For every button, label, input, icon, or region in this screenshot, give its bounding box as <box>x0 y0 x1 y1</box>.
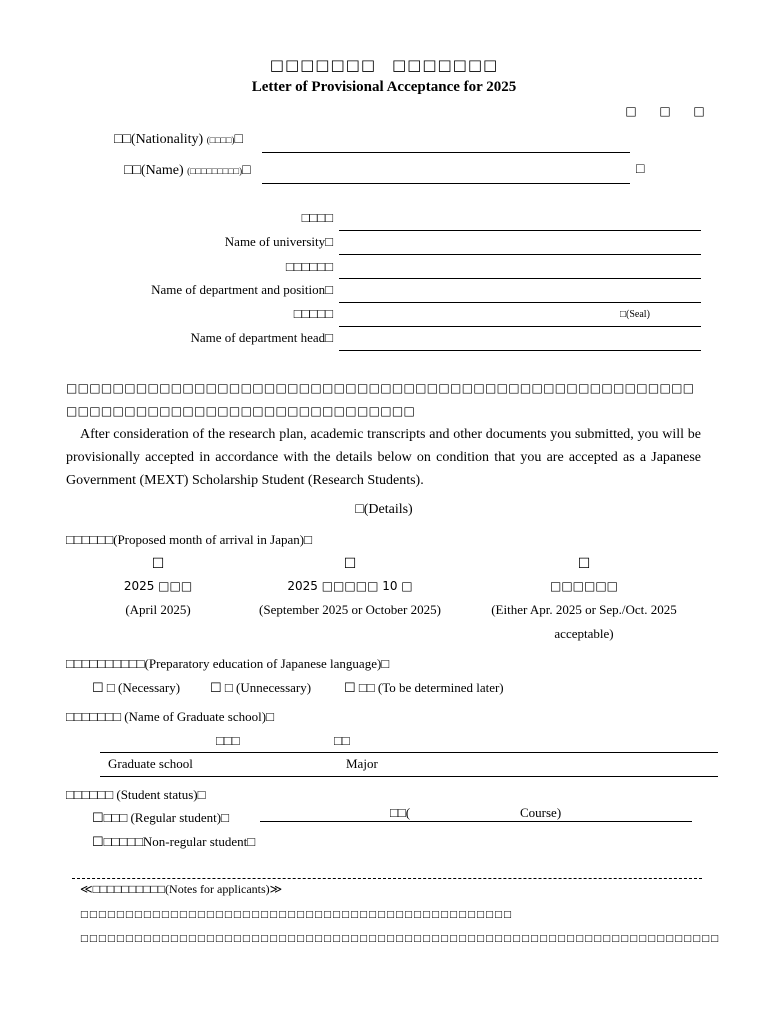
university-label-en: Name of university□ <box>224 234 333 249</box>
department-line-1[interactable] <box>339 278 701 279</box>
head-line-1[interactable] <box>339 326 701 327</box>
arrival-april-en: (April 2025) <box>125 602 191 617</box>
arrival-april-checkbox[interactable]: ☐ <box>151 556 165 572</box>
cut-line-divider <box>72 878 702 879</box>
date-month-mark: □ <box>659 104 671 118</box>
graduate-school-label: □□□□□□□ (Name of Graduate school)□ <box>66 709 274 724</box>
japanese-prep-label: □□□□□□□□□□(Preparatory education of Japanese language)□ <box>66 656 390 671</box>
body-paragraph-en: After consideration of the research plan, academic transcripts and other documents you submitted, you will be provisionally accepted in accordance with the details below on condition that you are accepted as a Japanese Government (MEXT) Scholarship Student (Research Students). <box>66 427 701 488</box>
arrival-either-en: (Either Apr. 2025 or Sep./Oct. 2025 <box>491 602 677 617</box>
name-line[interactable] <box>262 183 630 184</box>
japanese-prep-tbd[interactable]: ☐ □□ (To be determined later) <box>344 680 504 695</box>
graduate-school-jp: □□□ <box>216 733 240 748</box>
university-line-2[interactable] <box>339 254 701 255</box>
arrival-sepoct-checkbox[interactable]: ☐ <box>343 556 357 572</box>
seal-mark: □(Seal) <box>620 309 650 320</box>
major-jp: □□ <box>334 733 350 748</box>
arrival-sepoct-jp: 2025 □□□□□ 10 □ <box>287 579 413 593</box>
arrival-either-en-2: acceptable) <box>554 626 614 641</box>
nationality-line[interactable] <box>262 152 630 153</box>
japanese-prep-necessary[interactable]: ☐ □ (Necessary) <box>92 680 181 695</box>
notes-line-2: □□□□□□□□□□□□□□□□□□□□□□□□□□□□□□□□□□□□□□□□□□□□□□□□□□□□□□□□□□□□□□□□□□□□□□□ <box>80 934 720 944</box>
student-status-label: □□□□□□ (Student status)□ <box>66 787 206 802</box>
japanese-prep-unnecessary[interactable]: ☐ □ (Unnecessary) <box>210 680 312 695</box>
university-line-1[interactable] <box>339 230 701 231</box>
arrival-april-jp: 2025 □□□ <box>123 579 193 593</box>
regular-student-option[interactable]: ☐□□□ (Regular student)□ <box>92 810 229 825</box>
course-line[interactable] <box>260 821 692 822</box>
department-line-2[interactable] <box>339 302 701 303</box>
course-label-jp: □□( <box>390 805 411 820</box>
title-english: Letter of Provisional Acceptance for 2025 <box>251 79 517 95</box>
notes-title: ≪□□□□□□□□□□(Notes for applicants)≫ <box>80 882 283 896</box>
body-paragraph-jp: □□□□□□□□□□□□□□□□□□□□□□□□□□□□□□□□□□□□□□□□□□□□□□□□□□□□□□□□□□□□□□□□□□□□□□□□□□□□□□□□□□□□ <box>66 381 695 418</box>
name-suffix: □ <box>636 162 645 177</box>
head-line-2[interactable] <box>339 350 701 351</box>
name-label: □□(Name) (□□□□□□□□□)□ <box>124 163 251 178</box>
arrival-either-checkbox[interactable]: ☐ <box>577 556 591 572</box>
date-year-mark: □ <box>625 104 637 118</box>
graduate-school-bottom-line[interactable] <box>100 776 718 777</box>
details-heading: □(Details) <box>355 502 413 517</box>
university-label-jp: □□□□ <box>301 210 333 225</box>
non-regular-student-option[interactable]: ☐□□□□□Non-regular student□ <box>92 834 256 849</box>
arrival-sepoct-en: (September 2025 or October 2025) <box>259 602 441 617</box>
head-label-jp: □□□□□ <box>293 306 333 321</box>
head-label-en: Name of department head□ <box>190 330 333 345</box>
department-label-en: Name of department and position□ <box>151 282 333 297</box>
arrival-either-jp: □□□□□□ <box>549 579 619 593</box>
graduate-school-en: Graduate school <box>108 756 193 771</box>
arrival-label: □□□□□□(Proposed month of arrival in Japan)□ <box>66 532 312 547</box>
date-day-mark: □ <box>693 104 705 118</box>
title-japanese: □□□□□□□ □□□□□□□ <box>269 56 499 74</box>
nationality-label: □□(Nationality) (□□□□)□ <box>114 132 243 147</box>
graduate-school-top-line <box>100 752 718 753</box>
course-label-en: Course) <box>520 805 562 820</box>
notes-line-1: □□□□□□□□□□□□□□□□□□□□□□□□□□□□□□□□□□□□□□□□□□□□□□□□ <box>80 910 513 920</box>
date-field <box>614 102 716 120</box>
major-en: Major <box>346 756 378 771</box>
department-label-jp: □□□□□□ <box>285 259 333 274</box>
